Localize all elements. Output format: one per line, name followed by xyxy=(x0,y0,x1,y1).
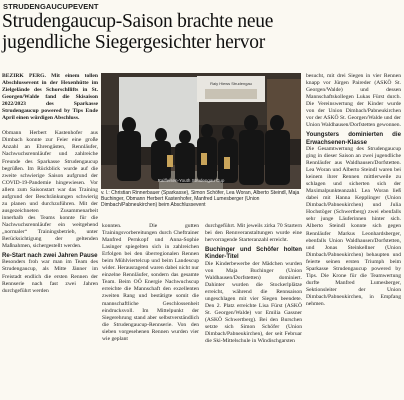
article-photo xyxy=(101,73,301,189)
article-column-4 xyxy=(306,73,401,308)
article-column-3 xyxy=(205,223,302,345)
headline xyxy=(2,11,404,53)
paragraph: Obmann Herbert Kastenhofer aus Dimbach konnte zur Feier eine große Anzahl an Ehrengästen, Rennläufer, Nachwuchsrennläufer und zahlreiche Freunde des Sparkasse Strudengaucup begrüßen. Im Rückblick wurde auf die zweite schwierige Saison aufgrund der COVID-19-Pandemie hingewiesen. Vor allem zum Saisonstart war das Training aufgrund der Beschränkungen schwierig zu planen und durchzuführen. Mit der ausgezeichneten Zusammenarbeit innerhalb des Teams konnte für die Nachwuchsrennläufer ein weitgehend „normaler“ Trainingsbetrieb, unter Berücksichtigung der geltenden Maßnahmen, sichergestellt werden. xyxy=(2,130,98,250)
article-column-1 xyxy=(2,73,98,295)
photo-banner-text: Raiffeisen-Youth Strudengau Cup xyxy=(157,178,225,183)
paragraph: konnten. Die gutten Trainingsvorbereitungen durch Cheftrainer Manfred Pernkopf und Anna-Sophie Lasinger spiegelten sich in zahlreichen Erfolgen bei den überregionalen Rennen beim Mühlviertelcup und beim Landescup wider. Herausragend waren dabei nicht nur einzelne Rennläufer, sondern das gesamte Team. Beim OÖ Energie Nachwuchscup erreichte die Mannschaft den exzellenten zweiten Rang und bestätigte somit die mannschaftliche Geschlossenheit eindrucksvoll. Im Mittelpunkt der Siegerehrung stand aber selbstverständlich die Strudengaucup-Rennserie. Von den sieben vorgesehenen Rennen wurden vier wie geplant xyxy=(102,223,199,342)
lead-place: BEZIRK PERG. xyxy=(2,73,46,79)
headline-line-2: jugendliche Siegergesichter hervor xyxy=(2,32,265,53)
group-photo-illustration xyxy=(101,73,301,189)
paragraph: Besonders froh war man im Team des Strudengaucup, als Mitte Jänner im Freistadt endlich die ersten Rennen der Rennserie nach fast zwei Jahren durchgeführt werden xyxy=(2,259,98,294)
subheading: Re-Start nach zwei Jahren Pause xyxy=(2,252,98,260)
section-kicker: STRUDENGAUCUPEVENT xyxy=(3,2,99,11)
photo-caption: v. l.: Christian Rinnerbauer (Sparkasse), Simon Schöfer, Lea Woran, Alberto Steindl, Maja Buchinger, Obmann Herbert Kastenhofer, Manfred Lumesberger (Union Dimbach/Pabneukirchen) beim Abschlussevent xyxy=(101,190,300,209)
headline-line-1: Strudengaucup-Saison brachte neue xyxy=(2,11,274,32)
subheading: Youngsters dominierten die Erwachsenen-Klasse xyxy=(306,131,401,146)
paragraph: durchgeführt. Mit jeweils zirka 70 Startern bei den Rennveranstaltungen wurde eine hervorragende Starteranzahl erreicht. xyxy=(205,223,302,244)
article-column-2 xyxy=(102,223,199,343)
lead-text: Mit einem tollen Abschlussevent in der Hexenhütte im Zielgelände des Schorschllifts in St. Georgen/Walde fand die Skisaison 2022/2023 des Sparkasse Strudengaucup powered by Tips Ende April einen würdigen Abschluss. xyxy=(2,73,98,122)
paragraph: besucht, mit drei Siegen in vier Rennen knapp vor Jürgen Paireder (ASKÖ St. Georgen/Walde) und dessen Mannschaftskollegen Lukas Fürst durch. Die Vereinswertung der Kinder wurde von der Union Dimbach/Pabneukirchen vor der ASKÖ St. Georgen/Walde und der Union Waldhausen/Dorfstetten gewonnen. xyxy=(306,73,401,129)
paragraph: Die Kinderbewerbe der Mädchen wurden von Maja Buchinger (Union Waldhausen/Dorfstetten) dominiert. Dahinter wurden die Stockerlplätze erreicht, während die Rennsaison ungeschlagen mit vier Siegen beendete. Den 2. Platz erreichte Lisa Fürst (ASKÖ St. Georgen/Walde) vor Emilia Gassner (ASKÖ Schwertberg). Bei den Burschen setzte sich Simon Schöfer (Union Dimbach/Pabneukirchen), der seit Februar die Ski-Mittelschule in Windischgarsten xyxy=(205,260,302,345)
lead-paragraph xyxy=(2,73,98,122)
subheading: Buchinger und Schöfer holten Kinder-Titel xyxy=(205,246,302,261)
paragraph: Die Gesamtwertung des Strudengaucup ging in dieser Saison an zwei jugendliche Rennläufer aus Waldhausen/Dorfstetten. Lea Woran und Alberto Steindl waren bei keinem ihrer Rennen mittlerweile zu schlagen und sicherten sich der Maximalpunkteanzahl. Lea Woran ließ dabei mit Hanna Kepplinger (Union Dimbach/Pabneukirchen) und Julia Hochstöger (Schwertberg) zwei ebenfalls sehr junge Läuferinnen hinter sich. Alberto Steindl konnte sich gegen Rennläufer Markus Leonhardsberger, ebenfalls Union Waldhausen/Dorfstetten, und Jonas Steinkellner (Union Dimbach/Pabneukirchen) behaupten und feierte seinen ersten Triumph beim Sparkasse Strudengaucup powered by Tips. Die Krone für die Teamwertung durfte Manfred Lumesberger, Sektionsleiter der Union Dimbach/Pabneukirchen, in Empfang nehmen. xyxy=(306,145,401,307)
photo-sign-text: Raiy Hiews Strudengau xyxy=(210,81,252,86)
